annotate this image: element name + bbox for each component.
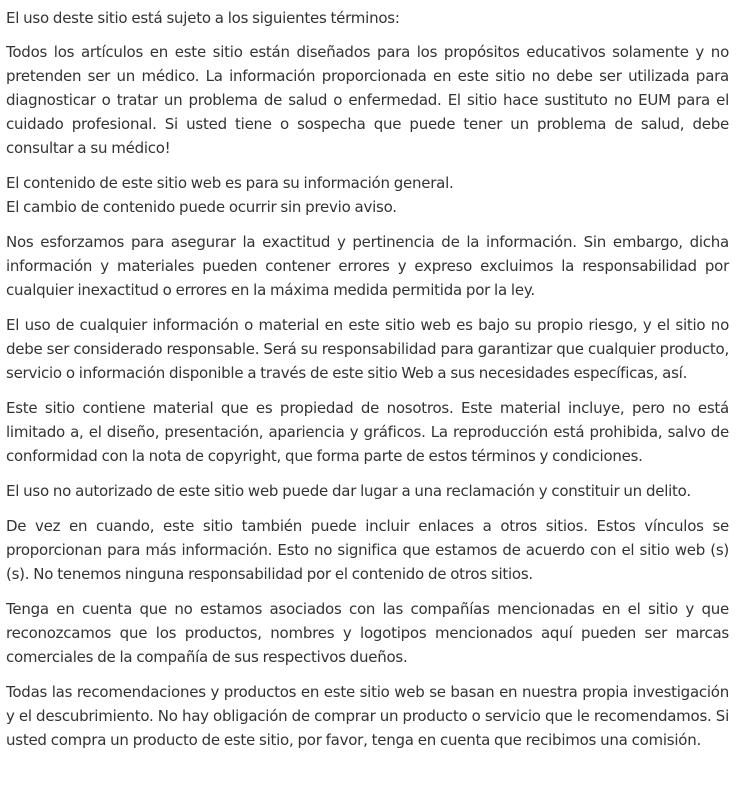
terms-general-information-line: El contenido de este sitio web es para su información general. xyxy=(6,174,454,192)
terms-paragraph-accuracy: Nos esforzamos para asegurar la exactitud y pertinencia de la información. Sin embargo, dicha información y materiales pueden contener errores y expreso excluimos la responsabilidad por cualquier inexactitud o errores en la máxima medida permitida por la ley. xyxy=(6,233,729,299)
terms-paragraph-trademarks: Tenga en cuenta que no estamos asociados con las compañías mencionadas en el sitio y que reconozcamos que los productos, nombres y logotipos mencionados aquí pueden ser marcas comerciales de la compañía de sus respectivos dueños. xyxy=(6,600,729,666)
terms-intro: El uso deste sitio está sujeto a los siguientes términos: xyxy=(6,9,400,27)
terms-paragraph-commission: Todas las recomendaciones y productos en este sitio web se basan en nuestra propia investigación y el descubrimiento. No hay obligación de comprar un producto o servicio que le recomendamos. Si usted compra un producto de este sitio, por favor, tenga en cuenta que recibimos una comisión. xyxy=(6,683,729,749)
terms-paragraph-educational-purpose: Todos los artículos en este sitio están diseñados para los propósitos educativos solamente y no pretenden ser un médico. La información proporcionada en este sitio no debe ser utilizada para diagnosticar o tratar un problema de salud o enfermedad. El sitio hace sustituto no EUM para el cuidado profesional. Si usted tiene o sospecha que puede tener un problema de salud, debe consultar a su médico! xyxy=(6,43,729,157)
terms-paragraph-general-information xyxy=(6,171,729,219)
terms-paragraph-own-risk: El uso de cualquier información o material en este sitio web es bajo su propio riesgo, y el sitio no debe ser considerado responsable. Será su responsabilidad para garantizar que cualquier producto, servicio o información disponible a través de este sitio Web a sus necesidades específicas, así. xyxy=(6,316,729,382)
terms-content-change-line: El cambio de contenido puede ocurrir sin previo aviso. xyxy=(6,198,397,216)
terms-paragraph-external-links: De vez en cuando, este sitio también puede incluir enlaces a otros sitios. Estos vínculos se proporcionan para más información. Esto no significa que estamos de acuerdo con el sitio web (s) (s). No tenemos ninguna responsabilidad por el contenido de otros sitios. xyxy=(6,517,729,583)
terms-paragraph-unauthorized-use: El uso no autorizado de este sitio web puede dar lugar a una reclamación y constituir un delito. xyxy=(6,482,691,500)
terms-paragraph-copyright: Este sitio contiene material que es propiedad de nosotros. Este material incluye, pero no está limitado a, el diseño, presentación, apariencia y gráficos. La reproducción está prohibida, salvo de conformidad con la nota de copyright, que forma parte de estos términos y condiciones. xyxy=(6,399,729,465)
